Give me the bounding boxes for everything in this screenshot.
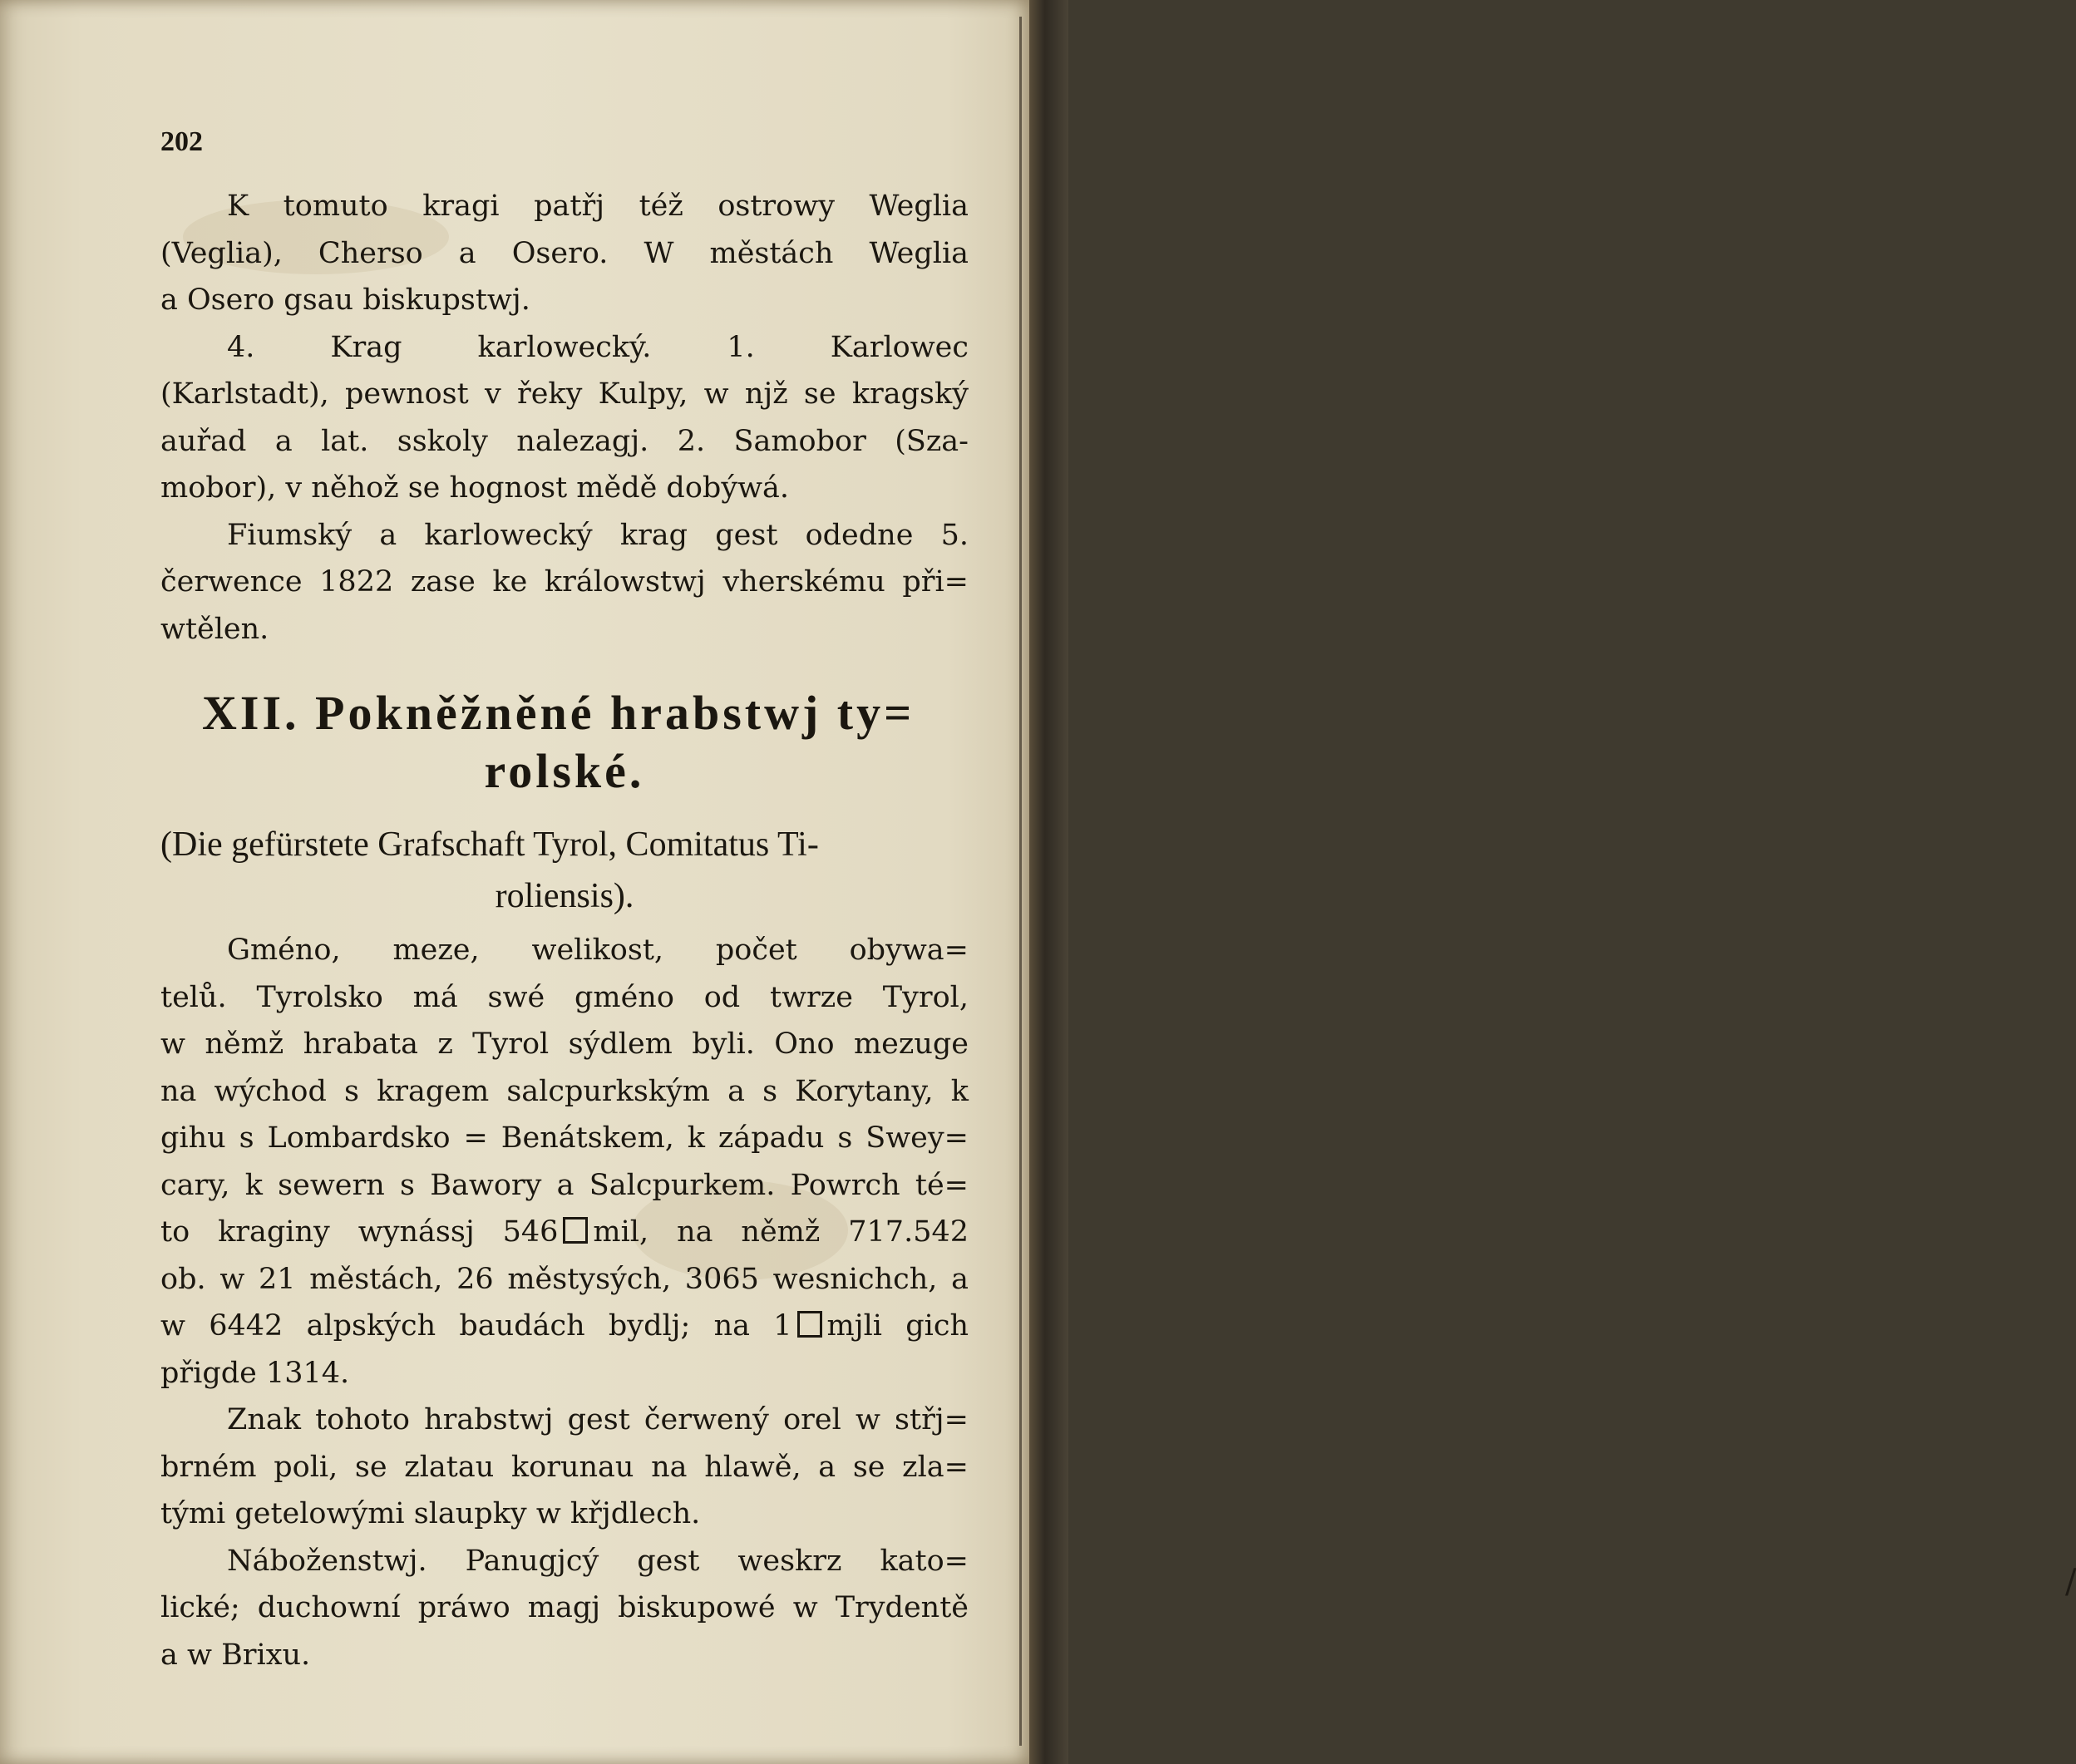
text-line: wtělen. <box>160 612 269 646</box>
text-line <box>160 1209 969 1256</box>
paragraph-islands <box>160 183 969 324</box>
text-line: přigde 1314. <box>160 1356 350 1390</box>
text-line: telů. Tyrolsko má swé gméno od twrze Tyrol, <box>160 980 969 1014</box>
text-line: a w Brixu. <box>160 1638 311 1672</box>
text-line: ob. w 21 městách, 26 městysých, 3065 wesnichch, a <box>160 1262 969 1296</box>
paragraph-coat-of-arms <box>160 1397 969 1538</box>
text-line: (Veglia), Cherso a Osero. W městách Weglia <box>160 236 969 270</box>
text-line: K tomuto kragi patřj též ostrowy Weglia <box>227 190 969 223</box>
text-line: gihu s Lombardsko = Benátskem, k západu s Swey= <box>160 1121 969 1155</box>
text-line: Znak tohoto hrabstwj gest čerwený orel w střj= <box>227 1403 969 1436</box>
text-line: Náboženstwj. Panugjcý gest weskrz kato= <box>227 1544 969 1578</box>
page-edge-line <box>1019 17 1022 1746</box>
text-line: čerwence 1822 zase ke králowstwj vherskému při= <box>160 565 969 599</box>
text-line: brném poli, se zlatau korunau na hlawě, a se zla= <box>160 1450 969 1484</box>
paragraph-name-borders-size <box>160 927 969 1397</box>
text-line <box>160 1303 969 1350</box>
paragraph-fiume-district <box>160 512 969 653</box>
text-segment: to kraginy wynássj 546 <box>160 1215 559 1249</box>
book-spine <box>1029 0 2076 1764</box>
text-line: na wýchod s kragem salcpurkským a s Korytany, k <box>160 1074 969 1108</box>
text-line: w němž hrabata z Tyrol sýdlem byli. Ono mezuge <box>160 1027 969 1061</box>
text-line: lické; duchowní práwo magj biskupowé w Trydentě <box>160 1591 969 1624</box>
text-line: tými getelowými slaupky w křjdlech. <box>160 1497 701 1530</box>
text-line: 4. Krag karlowecký. 1. Karlowec <box>227 330 969 364</box>
square-symbol-icon <box>563 1217 588 1244</box>
section-heading: XII. Pokněžněné hrabstwj ty= <box>202 686 915 740</box>
text-line: Fiumský a karlowecký krag gest odedne 5. <box>227 518 969 552</box>
section-subtitle-continued: roliensis). <box>495 877 634 915</box>
text-line: (Karlstadt), pewnost v řeky Kulpy, w njž se kragský <box>160 377 969 411</box>
paragraph-karlowec-district <box>160 324 969 512</box>
square-symbol-icon <box>797 1311 822 1338</box>
text-line: cary, k sewern s Bawory a Salcpurkem. Powrch té= <box>160 1168 969 1202</box>
book-page <box>0 0 1029 1764</box>
text-segment: mjli gich <box>826 1309 969 1343</box>
text-line: a Osero gsau biskupstwj. <box>160 283 530 317</box>
text-line: auřad a lat. sskoly nalezagj. 2. Samobor (Sza- <box>160 424 969 458</box>
section-heading-continued: rolské. <box>484 744 645 798</box>
section-subtitle: (Die gefürstete Grafschaft Tyrol, Comitatus Ti- <box>160 825 819 864</box>
text-segment: mil, na němž 717.542 <box>593 1215 969 1249</box>
text-line: Gméno, meze, welikost, počet obywa= <box>227 934 969 967</box>
page-number: 202 <box>160 126 203 157</box>
page-text <box>160 113 969 1678</box>
spine-mark: / <box>2065 1563 2076 1601</box>
text-line: mobor), v něhož se hognost mědě dobýwá. <box>160 471 790 505</box>
text-segment: w 6442 alpských baudách bydlj; na 1 <box>160 1309 792 1343</box>
paragraph-religion <box>160 1538 969 1679</box>
